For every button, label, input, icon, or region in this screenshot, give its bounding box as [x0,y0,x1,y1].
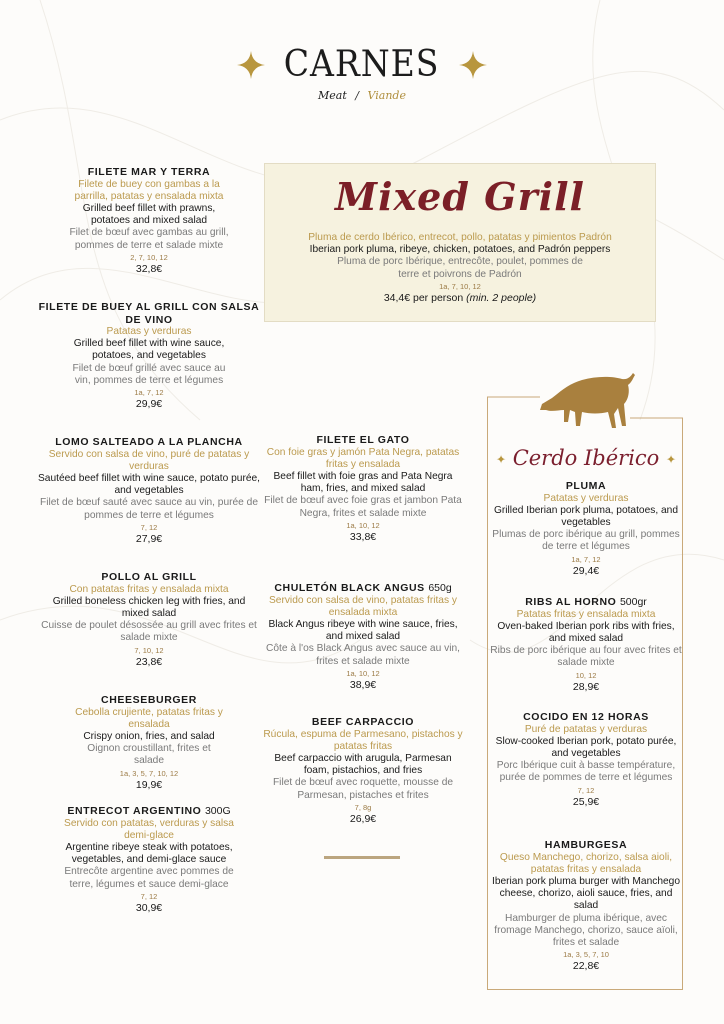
item-description-fr: Hamburger de pluma ibérique, avec fromage Manchego, chorizo, sauce aïoli, frites et salade [494,912,678,948]
item-description-en: Black Angus ribeye with wine sauce, fries, and mixed salad [268,618,458,643]
item-allergens: 7, 10, 12 [134,645,164,655]
item-name [38,166,260,179]
iberico-section-title [488,445,684,473]
item-description-en: Beef carpaccio with arugula, Parmesan foam, pistachios, and fries [274,752,452,777]
item-name-text: LOMO SALTEADO A LA PLANCHA [55,436,243,448]
item-description-en: Argentine ribeye steak with potatoes, vegetables, and demi-glace sauce [65,841,233,866]
item-weight: 650g [428,582,452,594]
item-description-es: Servido con salsa de vino, puré de patatas y verduras [48,448,250,472]
item-description-en: Slow-cooked Iberian pork, potato purée, and vegetables [495,735,677,759]
menu-item [262,582,464,691]
item-name [262,434,464,447]
item-description-en: Beef fillet with foie gras and Pata Negra ham, fries, and mixed salad [273,470,453,495]
mixed-grill-title: Mixed Grill [335,174,585,219]
diamond-ornament-icon: ✦ [666,452,677,467]
item-allergens: 7, 12 [140,891,158,901]
menu-item [38,301,260,410]
item-weight: 500gr [619,596,647,608]
item-description-es: Patatas y verduras [543,492,629,504]
item-name [490,711,682,724]
menu-item [262,716,464,825]
item-price: 26,9€ [349,812,377,825]
item-name [38,805,260,818]
menu-item [38,694,260,791]
item-name-text: PLUMA [565,480,607,492]
item-name-text: CHEESEBURGER [101,694,197,706]
item-description-fr: Filet de bœuf avec roquette, mousse de Parmesan, pistaches et frites [272,777,454,801]
item-name-text: FILETE DE BUEY AL GRILL CON SALSA DE VINO [38,301,260,326]
item-description-es: Puré de patatas y verduras [524,723,648,735]
menu-item [490,711,682,808]
item-allergens: 1a, 3, 5, 7, 10 [563,950,609,960]
item-description-fr: Côte à l'os Black Angus avec sauce au vin, frites et salade mixte [266,643,460,667]
item-description-es: Cebolla crujiente, patatas fritas y ensalada [75,706,223,730]
item-description-en: Grilled boneless chicken leg with fries, and mixed salad [52,595,246,619]
item-description-en: Iberian pork pluma burger with Manchego cheese, chorizo, aioli sauce, fries, and salad [491,875,680,912]
item-price: 30,9€ [135,901,163,914]
item-name-text: BEEF CARPACCIO [311,716,415,728]
page-subtitle [0,89,724,102]
item-price: 19,9€ [135,778,163,791]
item-name [490,480,682,493]
item-description-en: Oven-baked Iberian pork ribs with fries, and mixed salad [497,620,675,644]
item-name-text: COCIDO EN 12 HORAS [523,711,649,723]
item-description-en: Grilled beef fillet with prawns, potatoes and mixed salad [82,202,216,227]
item-name [262,716,464,729]
menu-item [262,434,464,543]
item-price: 29,9€ [135,398,163,411]
item-name-text: FILETE EL GATO [316,434,410,446]
menu-item [38,805,260,914]
item-description-fr: Entrecôte argentine avec pommes de terre, légumes et sauce demi-glace [64,866,234,890]
pig-icon [538,370,638,432]
divider [324,856,400,859]
item-description-es: Servido con patatas, verduras y salsa demi-glace [64,817,234,841]
item-name [490,596,682,609]
item-price: 27,9€ [135,532,163,545]
item-price: 22,8€ [572,960,600,973]
item-price [265,292,655,304]
item-description-es: Filete de buey con gambas a la parrilla, patatas y ensalada mixta [74,178,224,202]
item-name [38,301,260,326]
item-weight: 300G [204,805,231,817]
subtitle-separator: / [355,89,359,102]
item-description-fr: Plumas de porc ibérique au grill, pommes de terre et légumes [492,529,680,553]
item-allergens: 7, 8g [354,802,372,812]
subtitle-fr: Viande [367,89,406,102]
item-description-en: Grilled beef fillet with wine sauce, potatoes, and vegetables [73,338,225,362]
item-name-text: RIBS AL HORNO [525,596,617,608]
item-description-fr: Oignon croustillant, frites et salade [87,743,211,767]
item-description-fr: Pluma de porc Ibérique, entrecôte, poulet, pommes de terre et poivrons de Padrón [337,256,583,280]
subtitle-en: Meat [318,89,347,102]
item-description-es: Con foie gras y jamón Pata Negra, patatas fritas y ensalada [266,446,460,470]
menu-item [38,166,260,275]
item-name-text: CHULETÓN BLACK ANGUS [274,582,425,594]
item-description-en: Iberian pork pluma, ribeye, chicken, potatoes, and Padrón peppers [309,244,611,256]
item-description-es: Patatas fritas y ensalada mixta [516,608,656,620]
item-name [38,694,260,707]
item-price: 29,4€ [572,564,600,577]
item-allergens: 7, 12 [577,785,595,795]
item-allergens: 1a, 10, 12 [346,520,380,530]
page-title: CARNES [284,44,440,85]
item-price: 33,8€ [349,530,377,543]
menu-item [490,839,682,972]
item-name-text: HAMBURGESA [544,839,628,851]
item-allergens: 1a, 3, 5, 7, 10, 12 [119,768,179,778]
item-name-text: FILETE MAR Y TERRA [87,166,211,178]
item-description-fr: Porc Ibérique cuit à basse température, purée de pommes de terre et légumes [496,760,676,784]
item-description-es: Patatas y verduras [106,326,192,337]
item-allergens: 1a, 7, 12 [134,388,164,398]
item-description-fr: Filet de bœuf grillé avec sauce au vin, pommes de terre et légumes [72,362,226,386]
iberico-title-text: Cerdo Ibérico [512,446,660,470]
menu-item [490,480,682,577]
item-allergens: 7, 12 [140,522,158,532]
item-description-fr: Filet de bœuf avec gambas au grill, pommes de terre et salade mixte [69,227,229,251]
item-description-fr: Filet de bœuf sauté avec sauce au vin, purée de pommes de terre et légumes [39,497,259,521]
star-ornament-icon [237,51,265,79]
item-price: 28,9€ [572,680,600,693]
item-price: 38,9€ [349,678,377,691]
item-description-en: Crispy onion, fries, and salad [83,730,215,742]
item-price: 32,8€ [135,262,163,275]
item-name [38,436,260,449]
mixed-grill-details [265,232,655,304]
item-allergens: 2, 7, 10, 12 [130,252,168,262]
item-allergens: 10, 12 [575,670,597,680]
item-description-es: Rúcula, espuma de Parmesano, pistachos y patatas fritas [263,728,463,752]
item-name-text: ENTRECOT ARGENTINO [67,805,202,817]
price-note: (min. 2 people) [466,291,537,304]
price-value: 34,4€ per person [383,291,464,304]
star-ornament-icon [459,51,487,79]
item-name [490,839,682,852]
menu-item [490,596,682,693]
item-description-es: Con patatas fritas y ensalada mixta [69,583,229,595]
menu-item [38,571,260,668]
item-name-text: POLLO AL GRILL [101,571,197,583]
item-price: 25,9€ [572,795,600,808]
item-price: 23,8€ [135,655,163,668]
item-description-en: Sautéed beef fillet with wine sauce, potato purée, and vegetables [38,472,261,497]
item-allergens: 1a, 10, 12 [346,668,380,678]
item-description-fr: Cuisse de poulet désossée au grill avec frites et salade mixte [41,620,257,644]
item-name [262,582,464,595]
diamond-ornament-icon: ✦ [495,452,506,467]
item-allergens: 1a, 7, 10, 12 [439,281,481,291]
item-description-es: Queso Manchego, chorizo, salsa aioli, patatas fritas y ensalada [499,851,673,875]
item-description-fr: Ribs de porc ibérique au four avec frites et salade mixte [490,645,682,669]
item-name [38,571,260,584]
mixed-grill-box [264,163,656,322]
item-description-en: Grilled Iberian pork pluma, potatoes, and vegetables [493,504,679,528]
menu-item [38,436,260,545]
item-description-es: Servido con salsa de vino, patatas fritas y ensalada mixta [268,594,457,618]
item-allergens: 1a, 7, 12 [571,554,601,564]
item-description-fr: Filet de bœuf avec foie gras et jambon Pata Negra, frites et salade mixte [264,495,462,519]
section-header [0,44,724,102]
item-description-es: Pluma de cerdo Ibérico, entrecot, pollo, patatas y pimientos Padrón [308,232,612,243]
